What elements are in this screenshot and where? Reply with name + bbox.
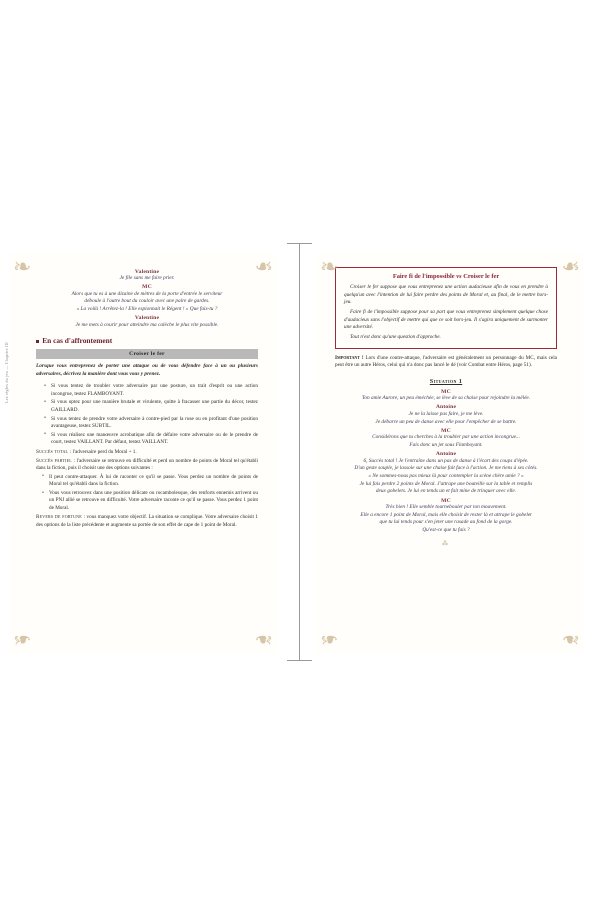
dialogue-line: D'un geste souple, je lassoie sur une chaise fait face à l'action. Je me tiens à ses côtés. [354,465,538,472]
corner-ornament-icon: ❧ [561,254,580,279]
comparison-paragraph: Tout n'est donc qu'une question d'approche. [350,334,441,341]
dialogue-line: Je lui fais perdre 2 points de Moral. J'attrape une bouteille sur la table et remplis [359,480,533,487]
outcome-label: Succès partiel : [36,457,76,464]
comparison-box-title [344,273,548,280]
outcome-label: Revers de fortune : [36,514,86,521]
dialogue-line: Alors que tu es à une dizaine de mètres de la porte d'entrée le serviteur [71,290,223,297]
outcome-text: l'adversaire perd du Moral + 1. [71,448,137,455]
dialogue-line: déboule à l'autre bout du couloir avec une paire de gardes. [84,298,210,305]
crop-mark-top [287,243,312,244]
outcome-text: l'adversaire se retrouve en difficulté et perd un nombre de points de Moral tel qu'établi dans la fiction, puis il choisit une des options suivantes : [36,457,258,471]
move-title-bar: Croiser le fer [36,349,258,359]
dialogue-line: « La voilà ! Arrêtez-la ! Elle espionnait le Régent ! » Que fais-tu ? [76,306,218,313]
outcome-success-total [36,449,258,456]
comparison-paragraph: Croiser le fer suppose que vous entreprenez une action audacieuse afin de vous en prendre à quelqu'un avec l'intention de lui faire perdre des points de Moral et, au final, de le mettre hors-jeu. [344,284,548,306]
speaker-name: Valentine [134,315,160,322]
list-item: • Il peut contre-attaquer. À lui de raconter ce qu'il se passe. Vous perdez un nombre de points de Moral tel qu'établi dans la fiction. [44,474,258,489]
bullet-square-icon [36,340,39,343]
list-item: • Si vous optez pour une manière brutale et virulente, quitte à fracasser une partie du décor, testez GAILLARD. [46,399,258,414]
speaker-name: Valentine [134,268,160,275]
crop-mark-bottom [287,660,312,661]
speaker-name: MC [142,284,152,291]
list-item: • Si vous tentez de troubler votre adversaire par une posture, un trait d'esprit ou une action incongrue, testez FLAMBOYANT. [46,383,258,398]
outcome-success-partial [36,458,258,473]
outcome-options-list [36,474,258,512]
dialogue-line: Ton amie Aurore, un peu éméchée, se lève de sa chaise pour rejoindre la mêlée. [361,395,531,402]
speaker-name: MC [441,497,451,504]
important-text: Lors d'une contre-attaque, l'adversaire est généralement un personnage du MC, mais cela peut être un autre Héros, celui qui n'a donc pas lancé le dé (voir Combat entre Héros, page 51). [335,354,557,369]
outcome-text: vous manquez votre objectif. La situation se complique. Votre adversaire choisit 1 des options de la liste précédente et augmente sa portée de son effet de cape de 1 point de Moral. [36,514,258,528]
move-intro-text: Lorsque vous entreprenez de porter une attaque ou de vous défendre face à un ou plusieurs adversaires, décrivez la manière dont vous vous y prenez. [36,363,258,378]
situation-heading: Situation 1 [429,377,463,385]
move-approach-list [36,383,258,447]
spread-divider [299,243,300,661]
outcome-revers-de-fortune [36,514,258,529]
comparison-box [335,267,557,349]
comparison-paragraph: Faire fi de l'impossible suppose pour sa part que vous entreprenez simplement quelque chose d'audacieux sans l'objectif de mettre qui que ce soit hors-jeu. Il s'agira uniquement de surmonter une adversité. [344,309,548,331]
dialogue-line: deux gobelets. Je lui en tends un et fait mine de trinquer avec elle. [375,488,517,495]
corner-ornament-icon: ❧ [13,627,32,652]
dialogue-line: Je file sans me faire prier. [119,275,175,281]
corner-ornament-icon: ❧ [320,254,339,279]
page-ornament-icon: ⁂ [442,540,450,547]
section-heading-label: En cas d'affrontement [42,336,113,346]
corner-ornament-icon: ❧ [561,627,580,652]
list-item: • Si vous tentez de prendre votre adversaire à contre-pied par la ruse ou en profitant d'une position avantageuse, testez SUBTIL. [46,416,258,431]
dialogue-line: que tu lui tends pour s'en jeter une rasade au fond de la gorge. [379,519,513,526]
dialogue-line: Fais donc un jet sous Flamboyant. [409,441,483,448]
dialogue-line: Très bien ! Elle semble tournebouler par ton mouvement. [385,504,507,510]
comparison-title-vs: vs [456,273,462,280]
right-page [317,253,583,653]
speaker-name: Antoine [435,451,457,458]
left-page [4,253,276,653]
section-heading [36,336,258,345]
dialogue-line: Elle a encore 1 point de Moral, mais elle choisit de rester là et attrape le gobelet [360,511,532,518]
corner-ornament-icon: ❧ [254,254,273,279]
dialogue-line: « Ne sommes-nous pas mieux là pour contempler la scène chère amie ? » [368,472,524,479]
outcome-label: Succès total : [36,448,72,455]
corner-ornament-icon: ❧ [254,627,273,652]
corner-ornament-icon: ❧ [320,627,339,652]
speaker-name: MC [441,388,451,395]
important-note [335,355,557,370]
dialogue-line: Considérons que tu cherches à la troubler par une action incongrue... [372,434,520,441]
margin-chapter-tab: Les règles du jeu — Chapitre III [4,342,9,403]
dialogue-line: Je ne la laisse pas faire, je me lève. [408,410,484,417]
list-item: • Vous vous retrouvez dans une position délicate ou rocambolesque, des renforts ennemis arrivent ou un PNJ allié se retrouve en difficulté. Votre adversaire raconte ce qu'il se passe. Vous perdez 1 point de Moral. [44,490,258,512]
dialogue-line: Qu'est-ce que tu fais ? [422,527,470,534]
dialogue-line: Je me mets à courir pour atteindre ma calèche le plus vite possible. [75,321,219,328]
corner-ornament-icon: ❧ [13,254,32,279]
dialogue-line: Je débarre un peu de danse avec elle pour l'empêcher de se battre. [375,418,517,425]
comparison-title-part2: Croiser le fer [463,273,500,280]
dialogue-block-situation [335,389,557,535]
important-label: Important ! [335,354,364,361]
comparison-title-part1: Faire fi de l'impossible [392,273,455,280]
speaker-name: Antoine [435,404,457,411]
dialogue-block-top [36,269,258,330]
list-item: • Si vous réalisez une manœuvre acrobatique afin de défaire votre adversaire ou de le prendre de court, testez VAILLANT. Par défaut, testez VAILLANT. [46,432,258,447]
speaker-name: MC [441,427,451,434]
dialogue-line: 6, Succès total ! Je l'entraîne dans un pas de danse à l'écart des coups d'épée. [363,457,529,464]
